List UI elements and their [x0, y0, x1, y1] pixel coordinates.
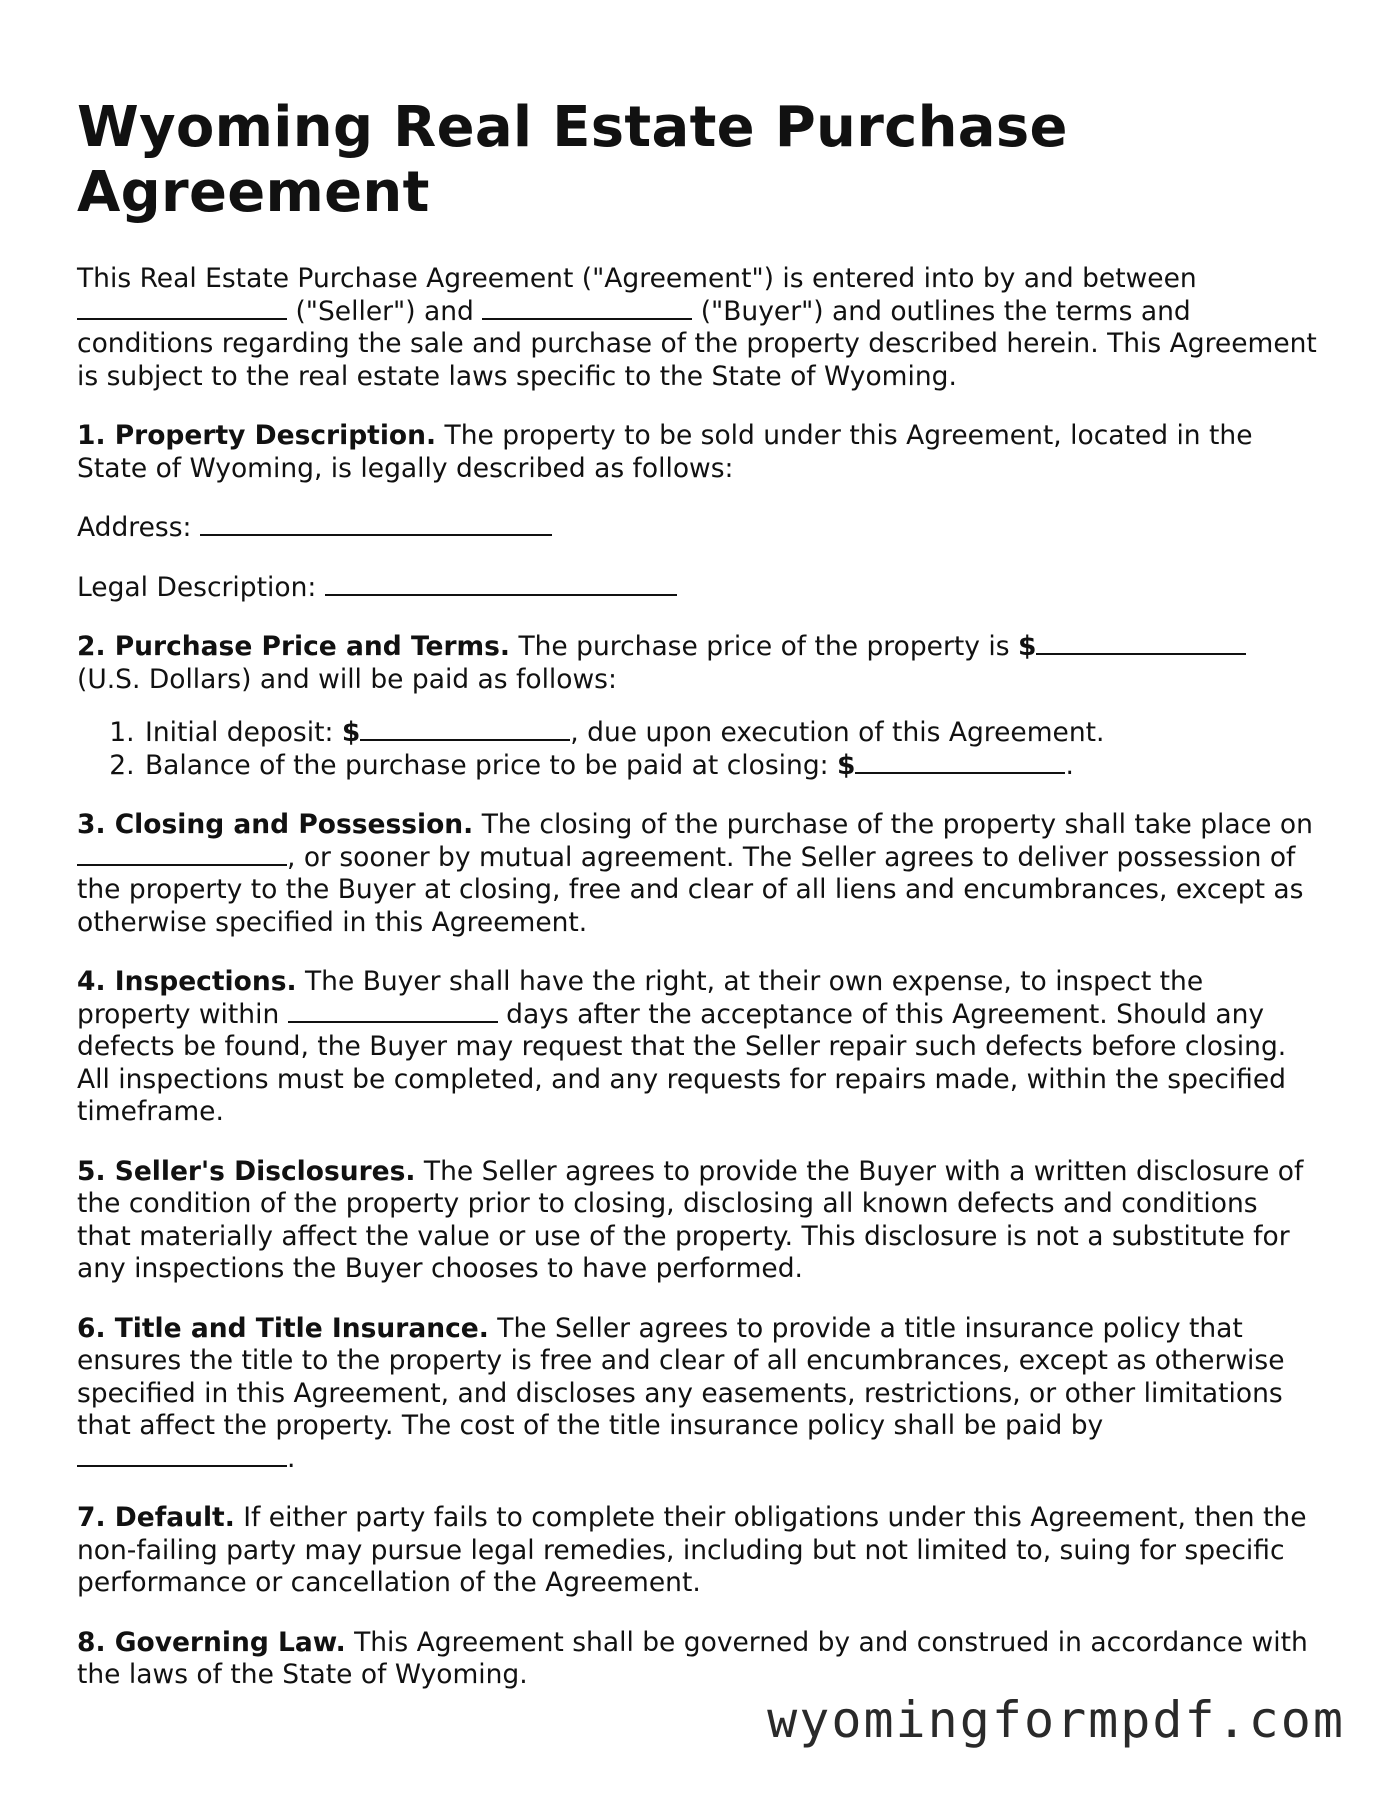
section-heading: 6. Title and Title Insurance.	[77, 1312, 489, 1344]
address-blank[interactable]	[200, 512, 552, 536]
legal-description-label: Legal Description:	[77, 571, 317, 603]
section-closing-possession	[77, 809, 1317, 939]
section-default	[77, 1502, 1317, 1600]
currency-symbol: $	[341, 717, 361, 748]
section-text: The Seller agrees to provide the Buyer with a written disclosure of the condition of the property prior to closing, disclosing all known defects and conditions that materially affect the value or use of the property. This disclosure is not a substitute for any inspections the Buyer chooses to have performed.	[77, 1155, 1304, 1284]
section-text-before: The Buyer shall have the right, at their own expense, to inspect the property within	[77, 966, 1204, 1030]
section-text: If either party fails to complete their obligations under this Agreement, then the non-failing party may pursue legal remedies, including but not limited to, suing for specific performance or cancellation of the Agreement.	[77, 1502, 1307, 1598]
list-item-balance	[143, 750, 1317, 783]
section-heading: 3. Closing and Possession.	[77, 809, 474, 840]
buyer-name-blank[interactable]	[482, 296, 692, 320]
section-seller-disclosures	[77, 1156, 1317, 1286]
section-text-before: The closing of the purchase of the property shall take place on	[481, 809, 1313, 840]
address-field-line	[77, 512, 1317, 545]
document-page	[77, 95, 1317, 1719]
address-label: Address:	[77, 512, 192, 543]
section-governing-law	[77, 1627, 1317, 1692]
section-heading: 8. Governing Law.	[77, 1626, 346, 1658]
legal-description-field-line	[77, 572, 1317, 605]
intro-text-1: This Real Estate Purchase Agreement ("Agreement") is entered into by and between	[77, 263, 1197, 294]
section-text-after: (U.S. Dollars) and will be paid as follows:	[77, 663, 617, 695]
currency-symbol: $	[1017, 631, 1037, 662]
balance-text-after: .	[1065, 749, 1074, 781]
document-title: Wyoming Real Estate Purchase Agreement	[77, 95, 1068, 225]
initial-deposit-text-after: , due upon execution of this Agreement.	[570, 717, 1105, 748]
balance-label: Balance of the purchase price to be paid at closing:	[145, 749, 829, 781]
section-text: The property to be sold under this Agreement, located in the State of Wyoming, is legally described as follows:	[77, 420, 1253, 484]
title-insurance-payer-blank[interactable]	[77, 1443, 287, 1467]
section-text: This Agreement shall be governed by and construed in accordance with the laws of the State of Wyoming.	[77, 1626, 1308, 1690]
section-purchase-price	[77, 631, 1317, 696]
section-heading: 1. Property Description.	[77, 420, 437, 451]
section-heading: 7. Default.	[77, 1502, 235, 1533]
purchase-price-blank[interactable]	[1036, 631, 1246, 655]
payment-terms-list	[77, 717, 1317, 782]
section-heading: 4. Inspections.	[77, 966, 297, 997]
section-property-description	[77, 420, 1317, 485]
legal-description-blank[interactable]	[325, 572, 677, 596]
watermark: wyomingformpdf.com	[767, 1691, 1345, 1749]
list-item-initial-deposit	[143, 717, 1317, 750]
section-inspections	[77, 966, 1317, 1129]
initial-deposit-label: Initial deposit:	[145, 717, 334, 748]
section-text-after: , or sooner by mutual agreement. The Seller agrees to deliver possession of the property to the Buyer at closing, free and clear of all liens and encumbrances, except as otherwise specified in this Agreement.	[77, 841, 1304, 938]
initial-deposit-blank[interactable]	[360, 717, 570, 741]
inspection-days-blank[interactable]	[288, 999, 498, 1023]
intro-text-2: ("Seller") and	[295, 295, 474, 327]
currency-symbol: $	[837, 749, 856, 781]
section-text-after: days after the acceptance of this Agreement. Should any defects be found, the Buyer may request that the Seller repair such defects before closing. All inspections must be completed, and any requests for repairs made, within the specified timeframe.	[77, 998, 1287, 1127]
section-text-after: .	[287, 1442, 296, 1474]
section-text: The purchase price of the property is	[518, 631, 1010, 662]
intro-text-3: ("Buyer") and outlines the terms and conditions regarding the sale and purchase of the property described herein. This Agreement is subject to the real estate laws specific to the State of Wyoming.	[77, 295, 1317, 392]
balance-blank[interactable]	[855, 750, 1065, 774]
section-text-before: The Seller agrees to provide a title insurance policy that ensures the title to the property is free and clear of all encumbrances, except as otherwise specified in this Agreement, and discloses any easements, restrictions, or other limitations that affect the property. The cost of the title insurance policy shall be paid by	[77, 1312, 1285, 1441]
seller-name-blank[interactable]	[77, 296, 287, 320]
intro-paragraph	[77, 263, 1317, 393]
section-heading: 5. Seller's Disclosures.	[77, 1155, 416, 1187]
section-heading: 2. Purchase Price and Terms.	[77, 631, 510, 662]
section-title-insurance	[77, 1313, 1317, 1476]
closing-date-blank[interactable]	[77, 842, 287, 866]
